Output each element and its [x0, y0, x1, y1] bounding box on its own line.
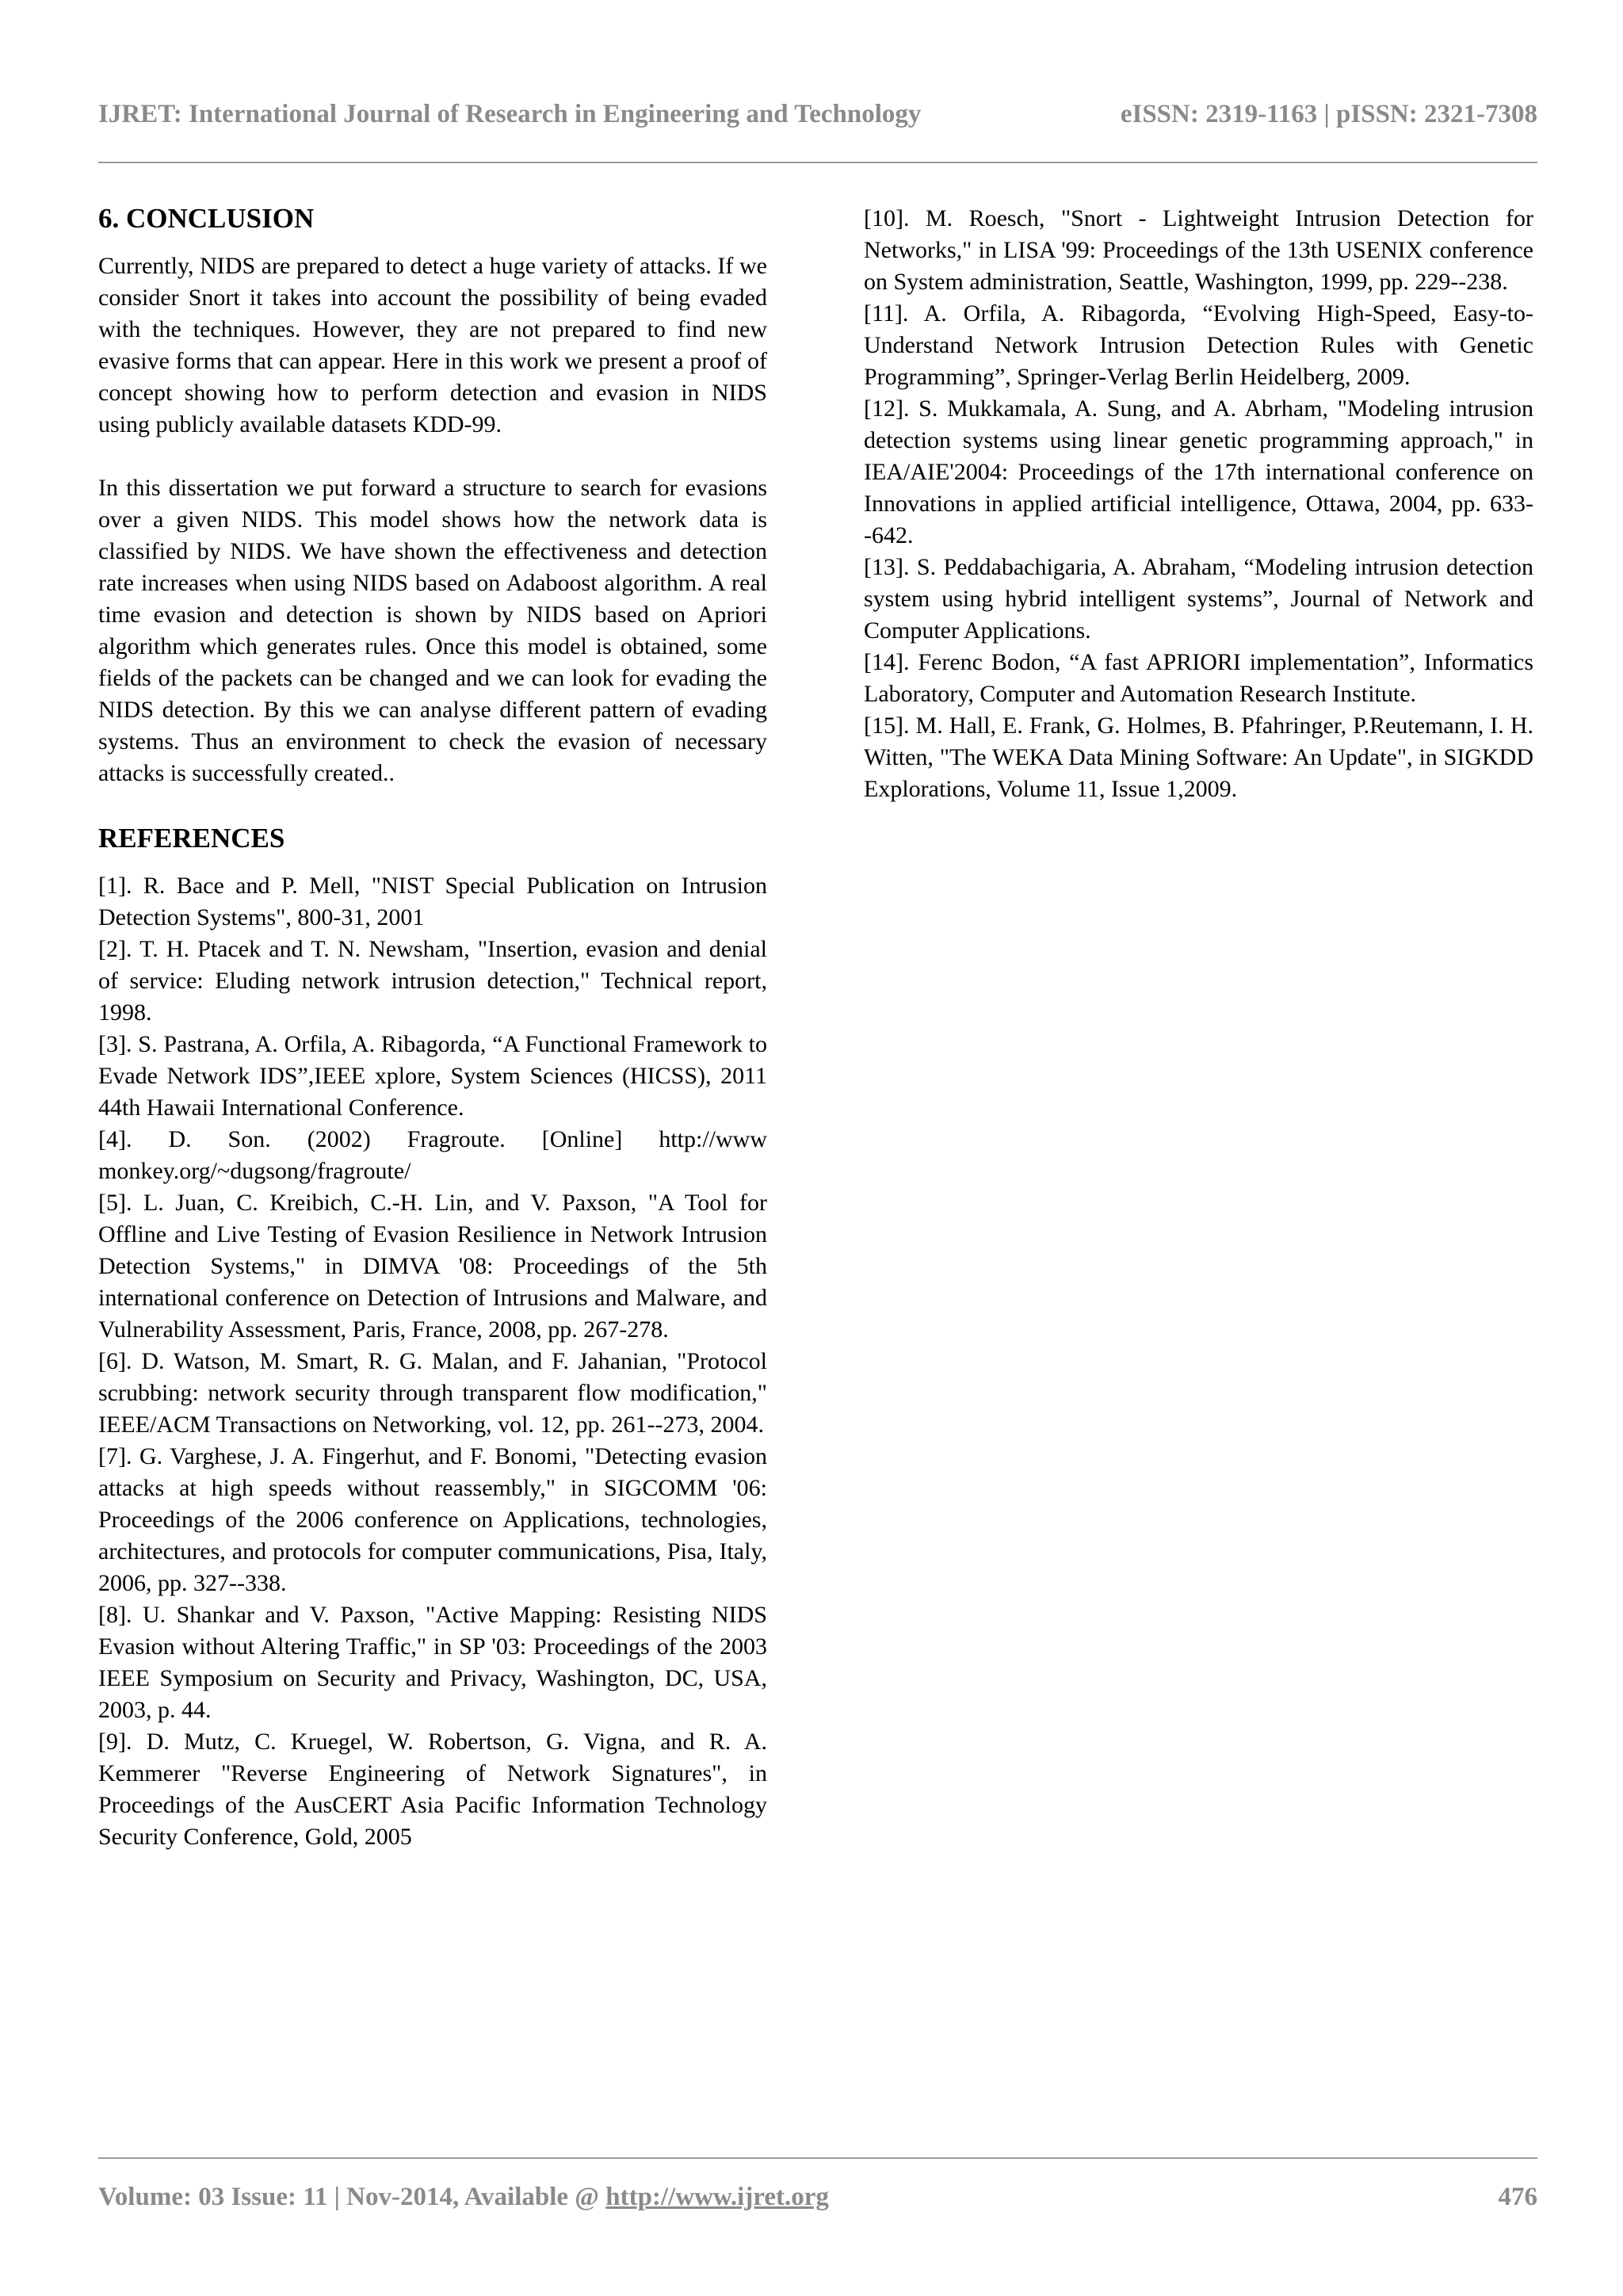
journal-title: IJRET: International Journal of Research in Engineering and Technology: [98, 99, 922, 128]
reference-14: [14]. Ferenc Bodon, “A fast APRIORI implementation”, Informatics Laboratory, Computer and Automation Research Institute.: [864, 649, 1533, 707]
issn-label: eISSN: 2319-1163 | pISSN: 2321-7308: [1120, 99, 1537, 128]
footer-volume-text: Volume: 03 Issue: 11 | Nov-2014, Available @: [98, 2182, 606, 2211]
reference-2: [2]. T. H. Ptacek and T. N. Newsham, "Insertion, evasion and denial of service: Eluding network intrusion detection," Technical report, 1998.: [98, 936, 767, 1026]
conclusion-paragraph-2: In this dissertation we put forward a structure to search for evasions over a given NIDS. This model shows how the network data is classified by NIDS. We have shown the effectiveness and detection rate increases when using NIDS based on Adaboost algorithm. A real time evasion and detection is shown by NIDS based on Apriori algorithm which generates rules. Once this model is obtained, some fields of the packets can be changed and we can look for evading the NIDS detection. By this we can analyse different pattern of evading systems. Thus an environment to check the evasion of necessary attacks is successfully created..: [98, 475, 767, 786]
reference-13: [13]. S. Peddabachigaria, A. Abraham, “Modeling intrusion detection system using hybrid intelligent systems”, Journal of Network and Computer Applications.: [864, 554, 1533, 644]
reference-8: [8]. U. Shankar and V. Paxson, "Active Mapping: Resisting NIDS Evasion without Altering Traffic," in SP '03: Proceedings of the 2003 IEEE Symposium on Security and Privacy, Washington, DC, USA, 2003, p. 44.: [98, 1602, 767, 1723]
journal-website-link[interactable]: http://www.ijret.org: [605, 2182, 829, 2211]
conclusion-paragraph-1: Currently, NIDS are prepared to detect a huge variety of attacks. If we consider Snort it takes into account the possibility of being evaded with the techniques. However, they are not prepared to find new evasive forms that can appear. Here in this work we present a proof of concept showing how to perform detection and evasion in NIDS using publicly available datasets KDD-99.: [98, 253, 767, 437]
reference-3: [3]. S. Pastrana, A. Orfila, A. Ribagorda, “A Functional Framework to Evade Network IDS”,IEEE xplore, System Sciences (HICSS), 2011 44th Hawaii International Conference.: [98, 1031, 767, 1121]
footer-divider: [98, 2157, 1537, 2159]
reference-6: [6]. D. Watson, M. Smart, R. G. Malan, and F. Jahanian, "Protocol scrubbing: network security through transparent flow modification," IEEE/ACM Transactions on Networking, vol. 12, pp. 261--273, 2004.: [98, 1348, 767, 1438]
reference-7: [7]. G. Varghese, J. A. Fingerhut, and F. Bonomi, "Detecting evasion attacks at high speeds without reassembly," in SIGCOMM '06: Proceedings of the 2006 conference on Applications, technologies, architectures, and protocols for computer communications, Pisa, Italy, 2006, pp. 327--338.: [98, 1443, 767, 1596]
page-header: [98, 98, 1537, 130]
reference-12: [12]. S. Mukkamala, A. Sung, and A. Abrham, "Modeling intrusion detection systems using linear genetic programming approach," in IEA/AIE'2004: Proceedings of the 17th international conference on Innovations in applied artificial intelligence, Ottawa, 2004, pp. 633--642.: [864, 395, 1533, 548]
right-column: [864, 203, 1533, 805]
reference-5: [5]. L. Juan, C. Kreibich, C.-H. Lin, and V. Paxson, "A Tool for Offline and Live Testing of Evasion Resilience in Network Intrusion Detection Systems," in DIMVA '08: Proceedings of the 5th international conference on Detection of Intrusions and Malware, and Vulnerability Assessment, Paris, France, 2008, pp. 267-278.: [98, 1190, 767, 1343]
reference-10: [10]. M. Roesch, "Snort - Lightweight Intrusion Detection for Networks," in LISA '99: Proceedings of the 13th USENIX conference on System administration, Seattle, Washington, 1999, pp. 229--238.: [864, 205, 1533, 295]
reference-1: [1]. R. Bace and P. Mell, "NIST Special Publication on Intrusion Detection Systems", 800-31, 2001: [98, 873, 767, 930]
references-heading: REFERENCES: [98, 823, 285, 854]
left-column: [98, 201, 767, 1853]
page-footer: [98, 2181, 1537, 2213]
page-number: 476: [1498, 2182, 1537, 2211]
reference-11: [11]. A. Orfila, A. Ribagorda, “Evolving High-Speed, Easy-to-Understand Network Intrusion Detection Rules with Genetic Programming”, Springer-Verlag Berlin Heidelberg, 2009.: [864, 300, 1533, 390]
footer-volume: [98, 2183, 829, 2212]
conclusion-heading: 6. CONCLUSION: [98, 203, 315, 234]
reference-9: [9]. D. Mutz, C. Kruegel, W. Robertson, G. Vigna, and R. A. Kemmerer "Reverse Engineering of Network Signatures", in Proceedings of the AusCERT Asia Pacific Information Technology Security Conference, Gold, 2005: [98, 1729, 767, 1850]
reference-15: [15]. M. Hall, E. Frank, G. Holmes, B. Pfahringer, P.Reutemann, I. H. Witten, "The WEKA Data Mining Software: An Update", in SIGKDD Explorations, Volume 11, Issue 1,2009.: [864, 712, 1533, 802]
header-divider: [98, 162, 1537, 163]
reference-4: [4]. D. Son. (2002) Fragroute. [Online] http://www monkey.org/~dugsong/fragroute/: [98, 1126, 767, 1184]
